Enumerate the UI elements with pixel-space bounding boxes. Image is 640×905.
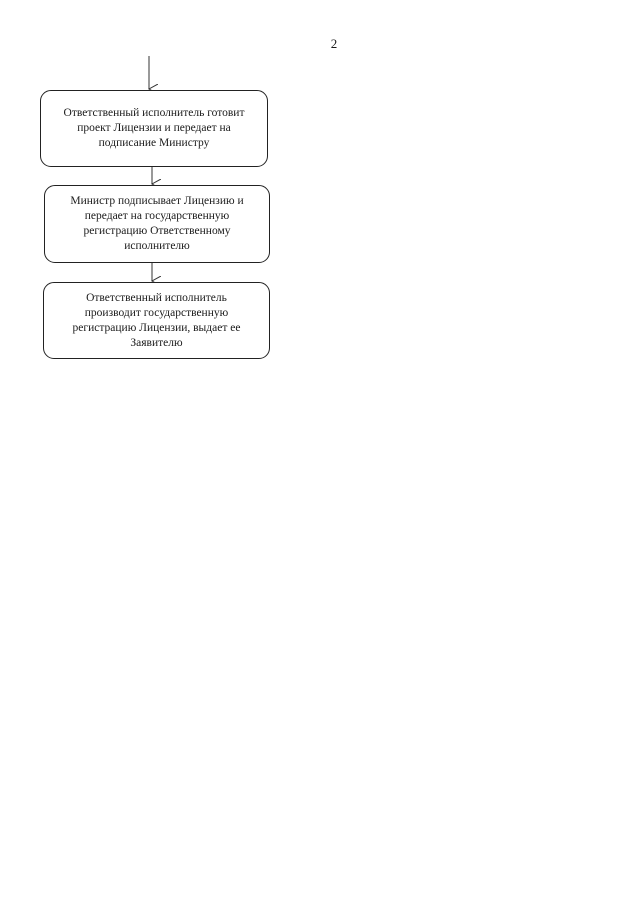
page-number: 2 <box>330 36 338 51</box>
flow-step-prepare-license <box>40 90 268 167</box>
flow-step-text: Ответственный исполнитель готовит проект Лицензии и передает на подписание Министру <box>63 107 245 149</box>
flow-step-text: Министр подписывает Лицензию и передает на государственную регистрацию Ответственному исполнителю <box>70 195 244 252</box>
flow-step-text: Ответственный исполнитель производит государственную регистрацию Лицензии, выдает ее Заявителю <box>72 291 241 349</box>
flow-step-registration-issue <box>43 282 270 359</box>
flow-step-minister-signs <box>44 185 270 263</box>
